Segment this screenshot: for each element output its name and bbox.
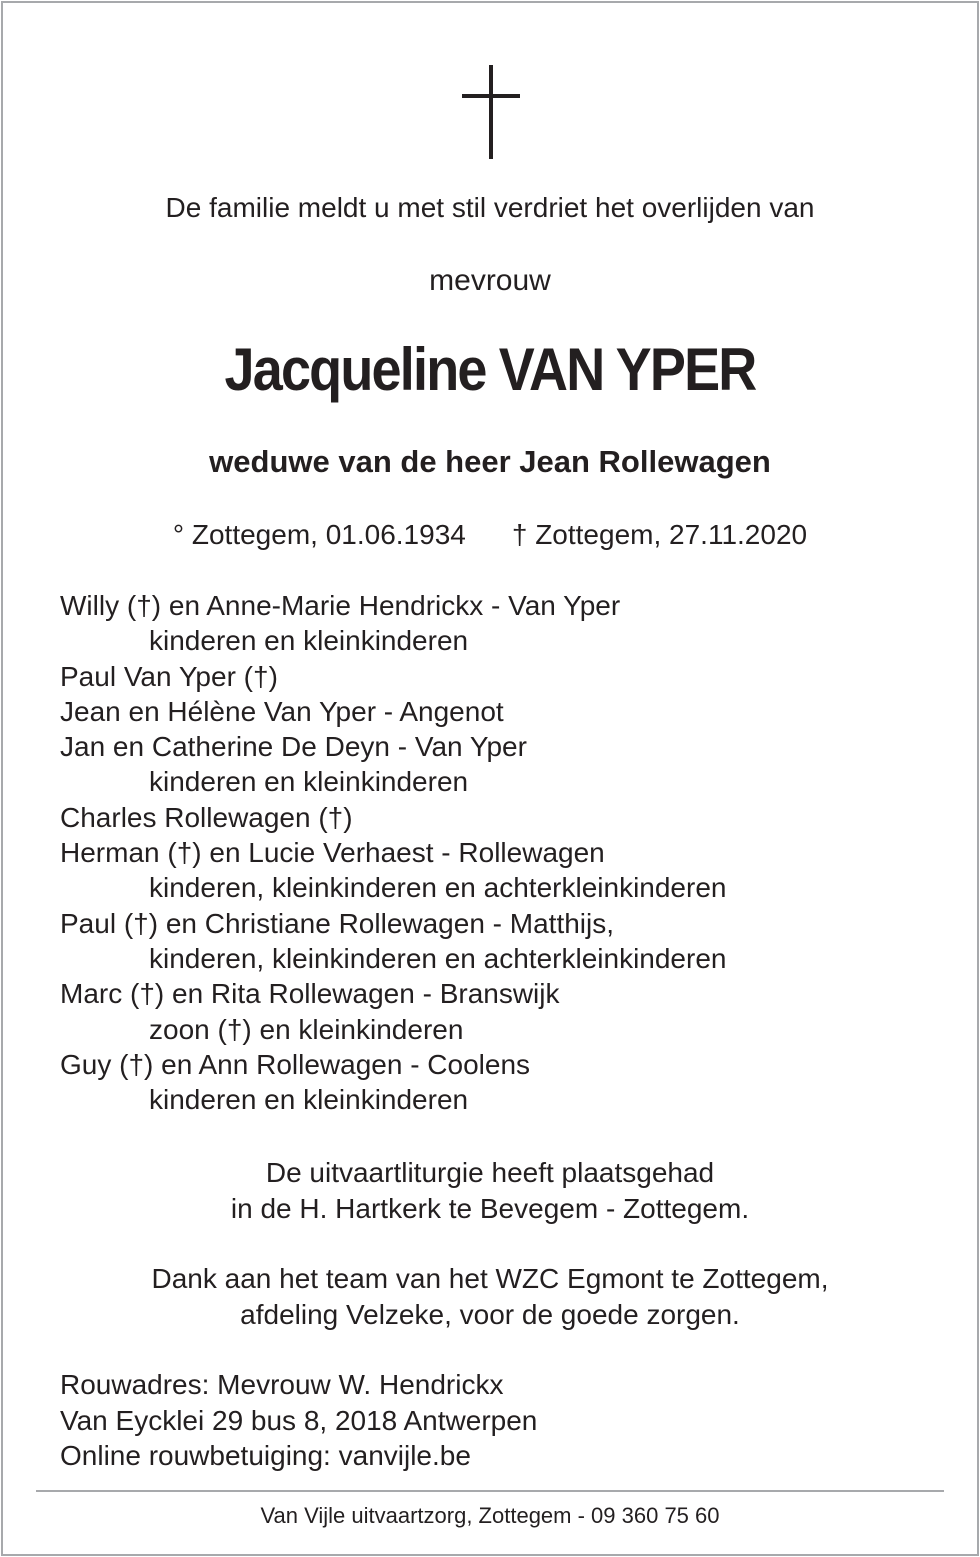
cross-icon (462, 65, 520, 159)
address-line-1: Rouwadres: Mevrouw W. Hendrickx (60, 1369, 504, 1400)
family-line: Jean en Hélène Van Yper - Angenot (60, 695, 504, 727)
address-line-3: Online rouwbetuiging: vanvijle.be (60, 1440, 471, 1471)
deceased-name: Jacqueline VAN YPER (224, 336, 756, 403)
family-line: Willy (†) en Anne-Marie Hendrickx - Van Yper (60, 590, 621, 621)
family-line: Charles Rollewagen (†) (60, 801, 353, 833)
family-line: Paul (†) en Christiane Rollewagen - Matthijs, (60, 907, 615, 939)
liturgy-line-1: De uitvaartliturgie heeft plaatsgehad (265, 1157, 715, 1188)
address-line-2: Van Eycklei 29 bus 8, 2018 Antwerpen (60, 1404, 538, 1436)
footer-divider (36, 1490, 944, 1492)
intro-text: De familie meldt u met stil verdriet het overlijden van (165, 192, 815, 223)
family-line: kinderen, kleinkinderen en achterkleinkinderen (149, 872, 727, 904)
family-line: kinderen, kleinkinderen en achterkleinkinderen (149, 942, 727, 974)
family-line: kinderen en kleinkinderen (149, 766, 469, 798)
family-list (60, 588, 726, 1117)
footer-text: Van Vijle uitvaartzorg, Zottegem - 09 360 75 60 (260, 1503, 720, 1528)
family-line: kinderen en kleinkinderen (149, 625, 469, 657)
liturgy-line-2: in de H. Hartkerk te Bevegem - Zottegem. (230, 1192, 750, 1224)
mourning-address (60, 1367, 537, 1474)
thanks-text (0, 1261, 980, 1332)
liturgy-text (0, 1155, 980, 1226)
family-line: Herman (†) en Lucie Verhaest - Rollewagen (60, 837, 605, 869)
widow-of: weduwe van de heer Jean Rollewagen (209, 444, 771, 479)
birth-date: ° Zottegem, 01.06.1934 (172, 519, 466, 550)
family-line: Jan en Catherine De Deyn - Van Yper (60, 731, 527, 763)
family-line: Marc (†) en Rita Rollewagen - Branswijk (60, 978, 560, 1010)
death-date: † Zottegem, 27.11.2020 (511, 519, 808, 550)
family-line: Guy (†) en Ann Rollewagen - Coolens (60, 1048, 531, 1080)
family-line: Paul Van Yper (†) (60, 660, 278, 692)
title-word: mevrouw (429, 264, 551, 297)
thanks-line-2: afdeling Velzeke, voor de goede zorgen. (240, 1298, 740, 1330)
family-line: zoon (†) en kleinkinderen (149, 1013, 464, 1045)
dates-line (0, 516, 980, 554)
family-line: kinderen en kleinkinderen (149, 1084, 469, 1116)
thanks-line-1: Dank aan het team van het WZC Egmont te Zottegem, (151, 1263, 829, 1294)
